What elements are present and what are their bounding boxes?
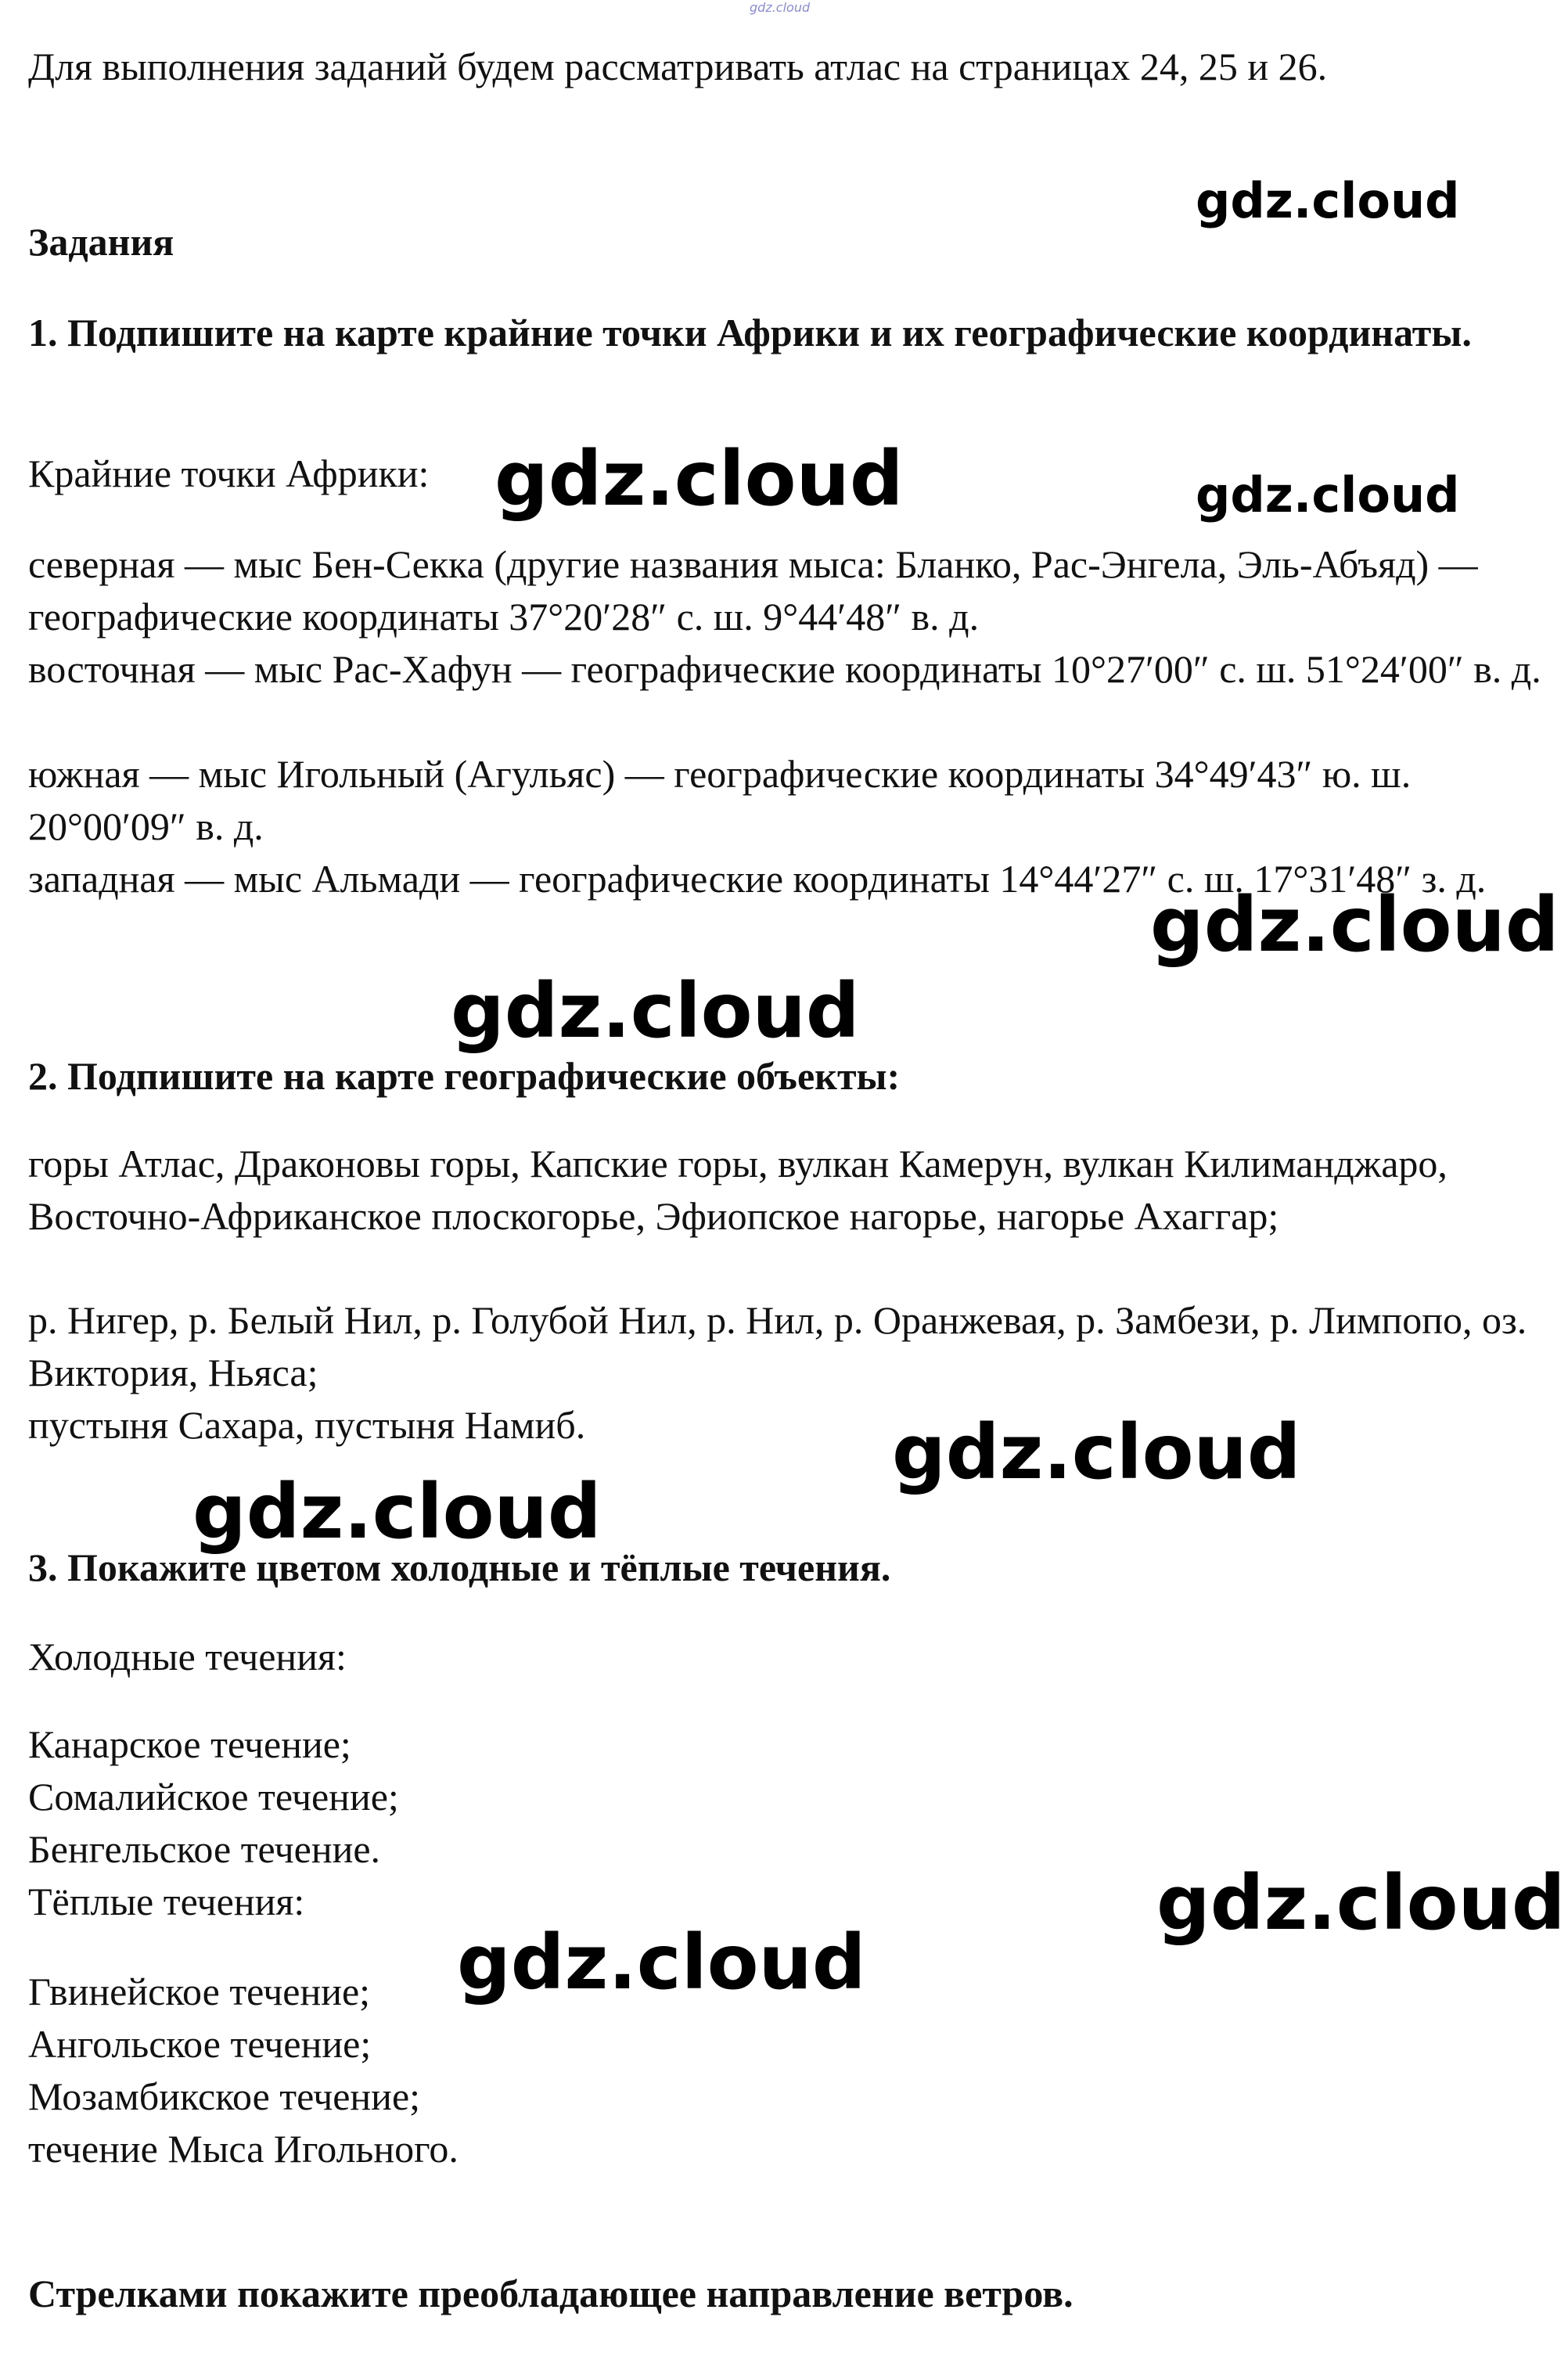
- task3-title: 3. Покажите цветом холодные и тёплые течения.: [28, 1545, 891, 1589]
- warm-current-item: Гвинейское течение;: [28, 1970, 371, 2013]
- watermark: gdz.cloud: [457, 1919, 866, 2006]
- task1-north-point: северная — мыс Бен-Секка (другие названия мыса: Бланко, Рас-Энгела, Эль-Абъяд) — географические координаты 37°20′28″ с. ш. 9°44′48″ в. д.: [28, 542, 1478, 639]
- task1-south-point: южная — мыс Игольный (Агульяс) — географические координаты 34°49′43″ ю. ш. 20°00′09″ в. д.: [28, 752, 1412, 848]
- top-watermark: gdz.cloud: [750, 0, 811, 15]
- cold-current-item: Сомалийское течение;: [28, 1775, 399, 1819]
- watermark: gdz.cloud: [892, 1408, 1301, 1496]
- cold-current-item: Канарское течение;: [28, 1722, 351, 1766]
- warm-current-item: Ангольское течение;: [28, 2022, 372, 2066]
- task2-waters: р. Нигер, р. Белый Нил, р. Голубой Нил, р. Нил, р. Оранжевая, р. Замбези, р. Лимпопо, оз. Виктория, Ньяса;: [28, 1298, 1527, 1394]
- watermark: gdz.cloud: [1196, 466, 1460, 523]
- task2-mountains: горы Атлас, Драконовы горы, Капские горы, вулкан Камерун, вулкан Килиманджаро, Восточно-Африканское плоскогорье, Эфиопское нагорье, нагорье Ахаггар;: [28, 1142, 1448, 1238]
- task2-title: 2. Подпишите на карте географические объекты:: [28, 1054, 901, 1098]
- tasks-heading: Задания: [28, 220, 174, 264]
- watermark: gdz.cloud: [451, 967, 860, 1055]
- watermark: gdz.cloud: [192, 1468, 602, 1556]
- task1-subtitle: Крайние точки Африки:: [28, 451, 430, 495]
- warm-currents-label: Тёплые течения:: [28, 1880, 305, 1923]
- watermark: gdz.cloud: [1156, 1859, 1566, 1947]
- warm-current-item: Мозамбикское течение;: [28, 2074, 421, 2118]
- task2-deserts: пустыня Сахара, пустыня Намиб.: [28, 1403, 586, 1447]
- intro-text: Для выполнения заданий будем рассматривать атлас на страницах 24, 25 и 26.: [28, 45, 1328, 88]
- cold-currents-label: Холодные течения:: [28, 1635, 347, 1678]
- watermark: gdz.cloud: [494, 435, 904, 523]
- warm-current-item: течение Мыса Игольного.: [28, 2127, 459, 2171]
- watermark: gdz.cloud: [1150, 881, 1559, 969]
- task1-title: 1. Подпишите на карте крайние точки Африки и их географические координаты.: [28, 311, 1472, 354]
- watermark: gdz.cloud: [1196, 172, 1460, 229]
- task1-west-point: западная — мыс Альмади — географические координаты 14°44′27″ с. ш. 17°31′48″ з. д.: [28, 857, 1487, 901]
- winds-task: Стрелками покажите преобладающее направление ветров.: [28, 2272, 1074, 2315]
- cold-current-item: Бенгельское течение.: [28, 1827, 381, 1871]
- task1-east-point: восточная — мыс Рас-Хафун — географические координаты 10°27′00″ с. ш. 51°24′00″ в. д.: [28, 647, 1541, 691]
